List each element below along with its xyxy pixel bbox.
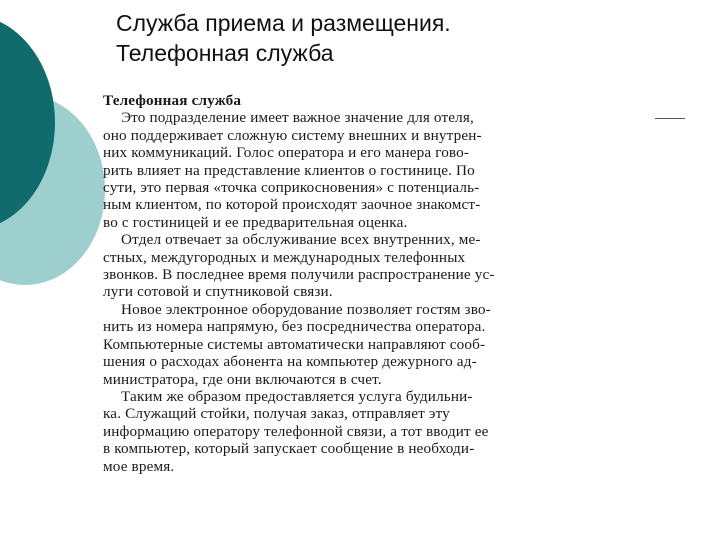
document-line: стных, междугородных и международных телефонных bbox=[103, 248, 466, 266]
slide-title bbox=[116, 8, 706, 68]
document-line: Отдел отвечает за обслуживание всех внутренних, ме- bbox=[121, 231, 481, 249]
document-line: рить влияет на представление клиентов о гостинице. По bbox=[103, 161, 475, 179]
document-line: сути, это первая «точка соприкосновения» с потенциаль- bbox=[103, 179, 480, 197]
slide-title-line-1: Служба приема и размещения. bbox=[116, 10, 451, 36]
document-lines bbox=[103, 109, 648, 475]
document-line: звонков. В последнее время получили распространение ус- bbox=[103, 266, 495, 284]
document-line: в компьютер, который запускает сообщение в необходи- bbox=[103, 440, 475, 458]
document-line: мое время. bbox=[103, 457, 175, 475]
document-heading: Телефонная служба bbox=[103, 92, 242, 109]
document-line: шения о расходах абонента на компьютер дежурного ад- bbox=[103, 353, 477, 371]
document-line: во с гостиницей и ее предварительная оценка. bbox=[103, 213, 408, 231]
document-line: информацию оператору телефонной связи, а тот вводит ее bbox=[103, 422, 489, 440]
horizontal-rule bbox=[655, 118, 685, 119]
document-text-block bbox=[103, 92, 648, 475]
document-line: Компьютерные системы автоматически направляют сооб- bbox=[103, 335, 486, 353]
document-line: луги сотовой и спутниковой связи. bbox=[103, 283, 333, 301]
document-line: нить из номера напрямую, без посредничества оператора. bbox=[103, 318, 486, 336]
document-line: Новое электронное оборудование позволяет гостям зво- bbox=[121, 300, 491, 318]
document-line: Это подразделение имеет важное значение для отеля, bbox=[121, 109, 474, 127]
document-line: оно поддерживает сложную систему внешних и внутрен- bbox=[103, 126, 482, 144]
slide-title-line-2: Телефонная служба bbox=[116, 40, 334, 66]
document-line: министратора, где они включаются в счет. bbox=[103, 370, 382, 388]
document-line: ным клиентом, по которой происходят заочное знакомст- bbox=[103, 196, 481, 214]
document-line: Таким же образом предоставляется услуга будильни- bbox=[121, 387, 473, 405]
document-line: ка. Служащий стойки, получая заказ, отправляет эту bbox=[103, 405, 450, 423]
document-line: них коммуникаций. Голос оператора и его манера гово- bbox=[103, 144, 470, 162]
